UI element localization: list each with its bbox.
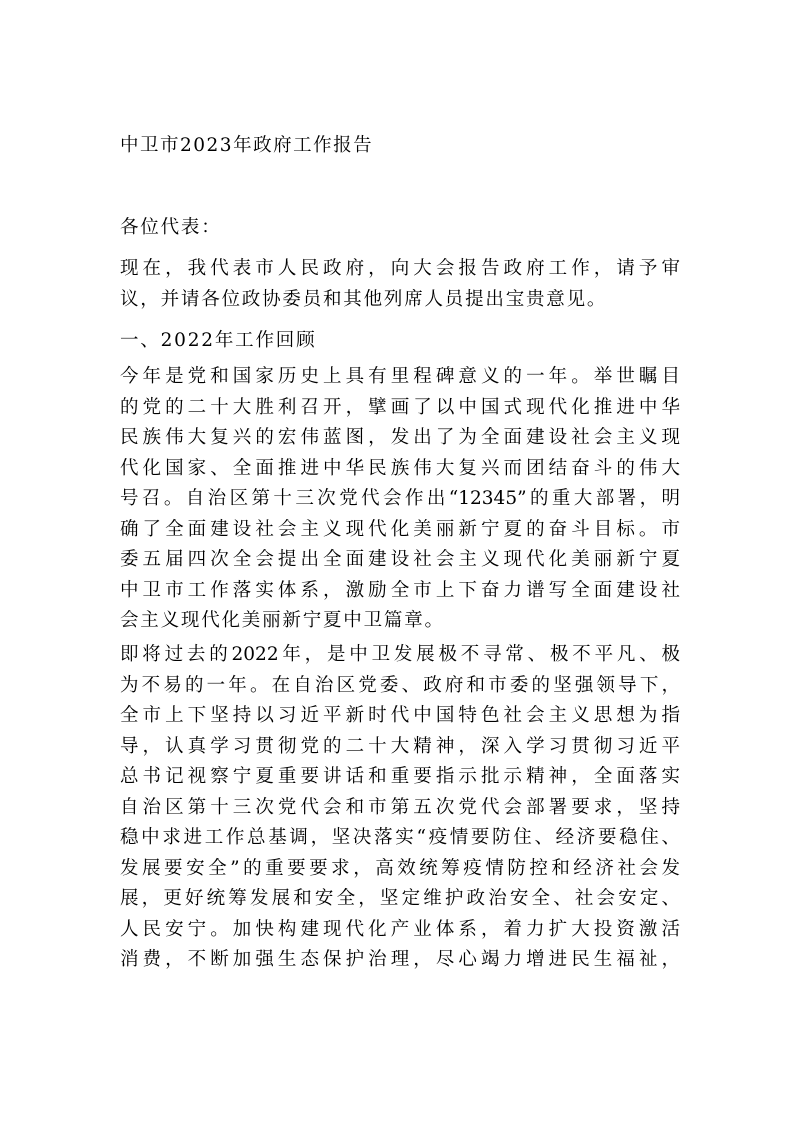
paragraph-line: 为不易的一年。在自治区党委、政府和市委的坚强领导下，	[120, 674, 680, 696]
paragraph-line: 展，更好统筹发展和安全，坚定维护政治安全、社会安定、	[120, 888, 680, 909]
paragraph-line: 导，认真学习贯彻党的二十大精神，深入学习贯彻习近平	[120, 735, 680, 757]
paragraph-line: 发展要安全”的重要要求，高效统筹疫情防控和经济社会发	[120, 857, 680, 879]
paragraph-line: 确了全面建设社会主义现代化美丽新宁夏的奋斗目标。市	[120, 518, 680, 540]
paragraph-line: 委五届四次全会提出全面建设社会主义现代化美丽新宁夏	[120, 549, 680, 570]
paragraph-line: 今年是党和国家历史上具有里程碑意义的一年。举世瞩目	[120, 366, 680, 387]
body-paragraph	[120, 640, 680, 976]
greeting	[120, 213, 680, 244]
paragraph-line: 自治区第十三次党代会和市第五次党代会部署要求，坚持	[120, 796, 680, 818]
intro-paragraph	[120, 254, 680, 315]
paragraph-line: 会主义现代化美丽新宁夏中卫篇章。	[120, 610, 445, 631]
paragraph-line: 号召。自治区第十三次党代会作出“12345”的重大部署，明	[120, 488, 680, 509]
paragraph-line: 总书记视察宁夏重要讲话和重要指示批示精神，全面落实	[120, 766, 680, 787]
paragraph-line: 议，并请各位政协委员和其他列席人员提出宝贵意见。	[120, 288, 608, 310]
paragraph-line: 代化国家、全面推进中华民族伟大复兴而团结奋斗的伟大	[120, 457, 680, 479]
paragraph-line: 稳中求进工作总基调，坚决落实“疫情要防住、经济要稳住、	[120, 827, 680, 848]
paragraph-line: 的党的二十大胜利召开，擘画了以中国式现代化推进中华	[120, 396, 680, 418]
paragraph-line: 即将过去的2022年，是中卫发展极不寻常、极不平凡、极	[120, 644, 680, 665]
body-paragraph	[120, 362, 680, 637]
paragraph-line: 全市上下坚持以习近平新时代中国特色社会主义思想为指	[120, 705, 680, 726]
greeting-line: 各位代表：	[120, 217, 222, 238]
paragraph-line: 中卫市工作落实体系，激励全市上下奋力谱写全面建设社	[120, 579, 680, 601]
section-heading-text: 一、2022年工作回顾	[120, 330, 317, 351]
paragraph-line: 消费，不断加强生态保护治理，尽心竭力增进民生福祉，	[120, 949, 680, 970]
document-title: 中卫市2023年政府工作报告	[120, 135, 374, 156]
paragraph-line: 人民安宁。加快构建现代化产业体系，着力扩大投资激活	[120, 918, 680, 940]
paragraph-line: 民族伟大复兴的宏伟蓝图，发出了为全面建设社会主义现	[120, 427, 680, 448]
paragraph-line: 现在，我代表市人民政府，向大会报告政府工作，请予审	[120, 258, 680, 279]
section-heading	[120, 326, 680, 357]
